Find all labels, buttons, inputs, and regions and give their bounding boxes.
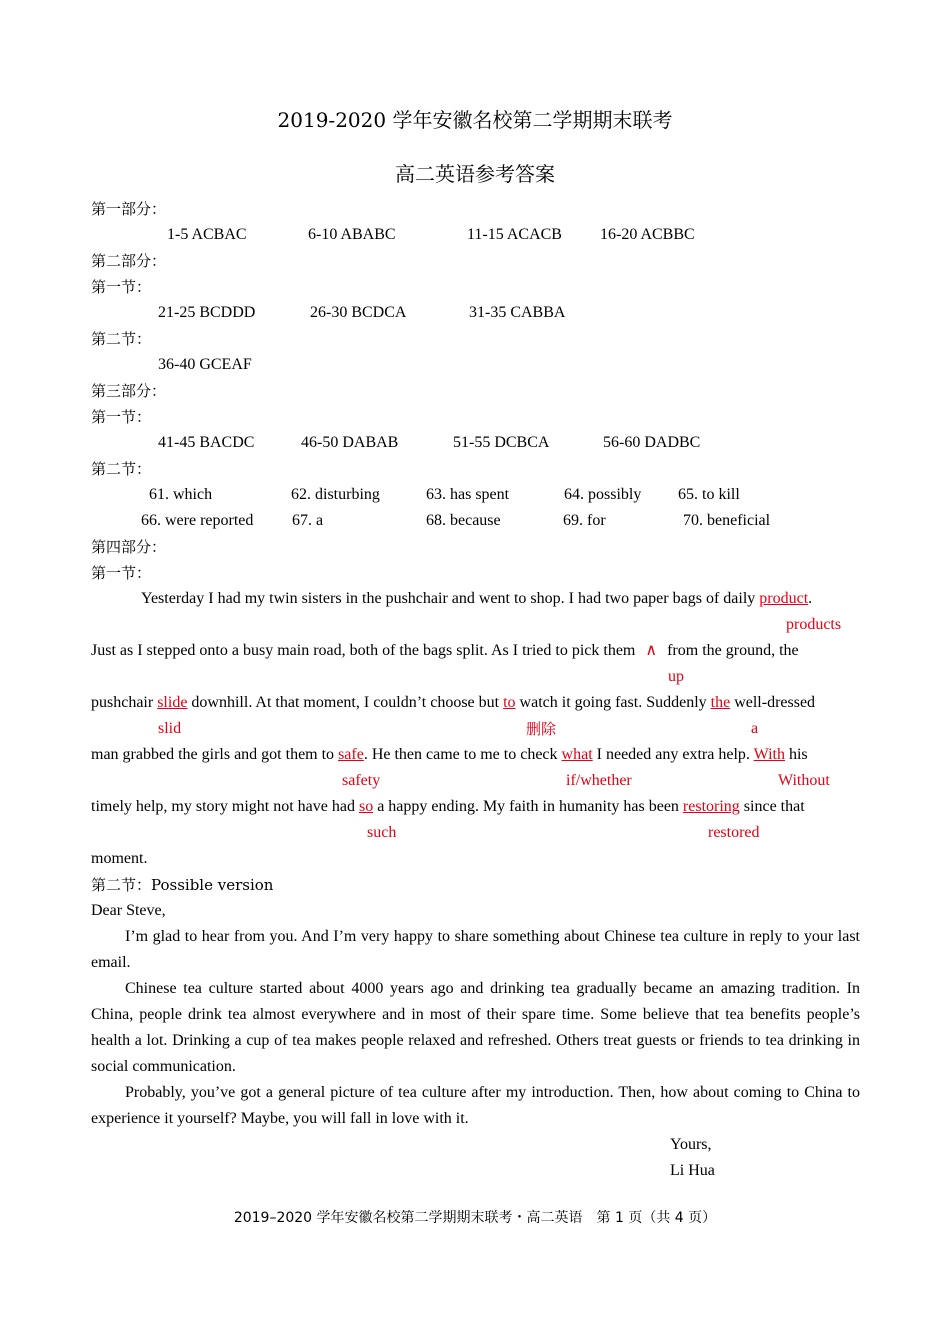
error-word: safe — [338, 746, 364, 763]
correction-mark: 删除 — [526, 720, 557, 738]
letter-greeting: Dear Steve, — [91, 902, 166, 919]
answer-group: 31-35 CABBA — [469, 304, 566, 321]
answer-group: 26-30 BCDCA — [310, 304, 407, 321]
letter-paragraph: Probably, you’ve got a general picture of tea culture after my introduction. Then, how about coming to China to experience it yourself? Maybe, you will fall in love with it. — [91, 1084, 860, 1127]
correction-mark: safety — [342, 772, 381, 789]
part4-sec2-label: 第二节：Possible version — [91, 876, 274, 894]
page-title: 2019-2020 学年安徽名校第二学期期末联考 — [277, 108, 673, 132]
error-word: the — [710, 694, 731, 711]
answer-item: 68. because — [426, 512, 501, 529]
letter-paragraph: Chinese tea culture started about 4000 years ago and drinking tea gradually became an amazing tradition. In China, people drink tea almost everywhere and in most of their spare time. Some believe that tea benefits people’s health a lot. Drinking a cup of tea makes people relaxed and refreshed. Others treat guests or friends to tea drinking in social communication. — [91, 980, 860, 1075]
error-word: so — [358, 798, 374, 815]
correction-line: Yesterday I had my twin sisters in the pushchair and went to shop. I had two paper bags of daily product. — [141, 590, 813, 607]
answer-group: 36-40 GCEAF — [158, 356, 252, 373]
error-word: to — [503, 694, 516, 711]
error-word: slide — [157, 694, 188, 711]
correction-mark: Without — [778, 772, 830, 789]
correction-line: moment. — [91, 850, 148, 867]
answer-item: 70. beneficial — [683, 512, 771, 529]
correction-line: pushchair slide downhill. At that moment, I couldn’t choose but to watch it going fast. Suddenly the well-dressed — [91, 694, 816, 711]
answer-group: 6-10 ABABC — [308, 226, 396, 243]
part3-label: 第三部分： — [91, 382, 167, 400]
caret-icon: ∧ — [645, 642, 658, 659]
correction-mark: restored — [708, 824, 760, 841]
letter-signature: Li Hua — [670, 1162, 715, 1179]
correction-mark: slid — [158, 720, 182, 737]
letter-paragraph: I’m glad to hear from you. And I’m very happy to share something about Chinese tea culture in reply to your last email. — [91, 928, 860, 971]
error-word: With — [753, 746, 785, 763]
part4-label: 第四部分： — [91, 538, 167, 556]
correction-line: timely help, my story might not have had so a happy ending. My faith in humanity has been restoring since that — [91, 798, 805, 815]
answer-item: 67. a — [292, 512, 324, 529]
correction-mark: products — [786, 616, 842, 633]
answer-group: 56-60 DADBC — [603, 434, 701, 451]
page-subtitle: 高二英语参考答案 — [395, 162, 555, 186]
answer-item: 61. which — [149, 486, 213, 503]
answer-item: 65. to kill — [678, 486, 740, 503]
error-word: restoring — [682, 798, 740, 815]
answer-item: 64. possibly — [564, 486, 642, 503]
answer-group: 51-55 DCBCA — [453, 434, 550, 451]
answer-item: 69. for — [563, 512, 606, 529]
page-footer: 2019–2020 学年安徽名校第二学期期末联考・高二英语 第 1 页（共 4 页） — [233, 1210, 717, 1226]
answer-group: 16-20 ACBBC — [600, 226, 695, 243]
correction-line: man grabbed the girls and got them to safe. He then came to me to check what I needed any extra help. With his — [91, 746, 808, 763]
answer-group: 11-15 ACACB — [467, 226, 562, 243]
answer-item: 63. has spent — [426, 486, 510, 503]
answer-group: 41-45 BACDC — [158, 434, 255, 451]
answer-group: 46-50 DABAB — [301, 434, 399, 451]
correction-line: Just as I stepped onto a busy main road, both of the bags split. As I tried to pick them ∧ from the ground, the — [91, 642, 799, 659]
error-word: what — [561, 746, 593, 763]
part3-sec2-label: 第二节： — [91, 460, 152, 478]
letter-closing: Yours, — [670, 1136, 712, 1153]
correction-mark: up — [668, 668, 684, 685]
error-word: product — [759, 590, 809, 607]
answer-item: 62. disturbing — [291, 486, 380, 503]
part4-sec1-label: 第一节： — [91, 564, 152, 582]
correction-mark: such — [367, 824, 397, 841]
answer-group: 21-25 BCDDD — [158, 304, 256, 321]
part2-sec2-label: 第二节： — [91, 330, 152, 348]
part1-label: 第一部分： — [91, 200, 167, 218]
answer-group: 1-5 ACBAC — [167, 226, 247, 243]
correction-mark: if/whether — [566, 772, 632, 789]
correction-mark: a — [751, 720, 759, 737]
part2-label: 第二部分： — [91, 252, 167, 270]
part2-sec1-label: 第一节： — [91, 278, 152, 296]
part3-sec1-label: 第一节： — [91, 408, 152, 426]
answer-item: 66. were reported — [141, 512, 254, 529]
